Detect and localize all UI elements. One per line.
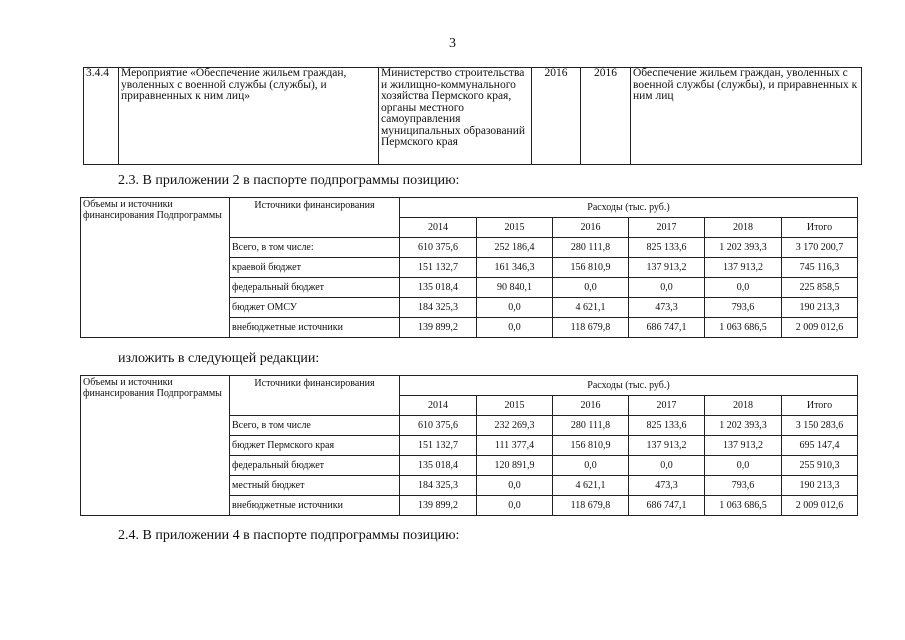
finance-desc: Объемы и источники финансирования Подпрограммы: [81, 198, 230, 338]
cell-value: 161 346,3: [477, 258, 553, 278]
year-header: 2018: [705, 396, 782, 416]
measure-number: 3.4.4: [84, 68, 119, 165]
cell-value: 0,0: [629, 278, 705, 298]
measure-name: Мероприятие «Обеспечение жильем граждан, уволенных с военной службы (службы), и приравненных к ним лиц»: [119, 68, 379, 165]
cell-value: 0,0: [705, 456, 782, 476]
cell-value: 118 679,8: [553, 318, 629, 338]
year-header: 2017: [629, 218, 705, 238]
cell-value: 156 810,9: [553, 436, 629, 456]
cell-value: 232 269,3: [477, 416, 553, 436]
row-label: бюджет Пермского края: [230, 436, 400, 456]
year-header: 2018: [705, 218, 782, 238]
cell-value: 225 858,5: [782, 278, 858, 298]
total-header: Итого: [782, 396, 858, 416]
paragraph-edit: изложить в следующей редакции:: [118, 351, 320, 366]
row-label: краевой бюджет: [230, 258, 400, 278]
expenses-header: Расходы (тыс. руб.): [400, 198, 858, 218]
row-label: федеральный бюджет: [230, 456, 400, 476]
cell-value: 610 375,6: [400, 238, 477, 258]
sources-header: Источники финансирования: [230, 376, 400, 416]
cell-value: 137 913,2: [705, 436, 782, 456]
measure-table: [83, 67, 862, 165]
row-label: местный бюджет: [230, 476, 400, 496]
cell-value: 137 913,2: [629, 258, 705, 278]
paragraph-2-4: 2.4. В приложении 4 в паспорте подпрограммы позицию:: [118, 528, 460, 543]
cell-value: 473,3: [629, 476, 705, 496]
cell-value: 137 913,2: [705, 258, 782, 278]
year-header: 2017: [629, 396, 705, 416]
measure-end-year: 2016: [581, 68, 631, 165]
cell-value: 4 621,1: [553, 476, 629, 496]
row-label: Всего, в том числе:: [230, 238, 400, 258]
cell-value: 0,0: [477, 298, 553, 318]
cell-value: 3 150 283,6: [782, 416, 858, 436]
cell-value: 184 325,3: [400, 298, 477, 318]
cell-value: 1 202 393,3: [705, 238, 782, 258]
cell-value: 135 018,4: [400, 456, 477, 476]
cell-value: 252 186,4: [477, 238, 553, 258]
page-number: 3: [449, 36, 456, 51]
cell-value: 0,0: [477, 318, 553, 338]
cell-value: 0,0: [705, 278, 782, 298]
cell-value: 793,6: [705, 476, 782, 496]
cell-value: 190 213,3: [782, 476, 858, 496]
cell-value: 90 840,1: [477, 278, 553, 298]
cell-value: 190 213,3: [782, 298, 858, 318]
measure-result: Обеспечение жильем граждан, уволенных с военной службы (службы), и приравненных к ним лиц: [631, 68, 862, 165]
cell-value: 156 810,9: [553, 258, 629, 278]
cell-value: 610 375,6: [400, 416, 477, 436]
cell-value: 0,0: [553, 456, 629, 476]
finance-desc: Объемы и источники финансирования Подпрограммы: [81, 376, 230, 516]
sources-header: Источники финансирования: [230, 198, 400, 238]
cell-value: 151 132,7: [400, 436, 477, 456]
cell-value: 825 133,6: [629, 416, 705, 436]
year-header: 2016: [553, 218, 629, 238]
row-label: внебюджетные источники: [230, 318, 400, 338]
cell-value: 2 009 012,6: [782, 318, 858, 338]
row-label: бюджет ОМСУ: [230, 298, 400, 318]
finance-table-new: [80, 375, 858, 516]
row-label: Всего, в том числе: [230, 416, 400, 436]
expenses-header: Расходы (тыс. руб.): [400, 376, 858, 396]
year-header: 2014: [400, 396, 477, 416]
cell-value: 2 009 012,6: [782, 496, 858, 516]
cell-value: 1 063 686,5: [705, 496, 782, 516]
cell-value: 3 170 200,7: [782, 238, 858, 258]
cell-value: 139 899,2: [400, 496, 477, 516]
finance-table-old: [80, 197, 858, 338]
cell-value: 1 063 686,5: [705, 318, 782, 338]
cell-value: 793,6: [705, 298, 782, 318]
cell-value: 745 116,3: [782, 258, 858, 278]
cell-value: 280 111,8: [553, 238, 629, 258]
cell-value: 120 891,9: [477, 456, 553, 476]
cell-value: 135 018,4: [400, 278, 477, 298]
cell-value: 473,3: [629, 298, 705, 318]
cell-value: 137 913,2: [629, 436, 705, 456]
cell-value: 4 621,1: [553, 298, 629, 318]
cell-value: 184 325,3: [400, 476, 477, 496]
cell-value: 118 679,8: [553, 496, 629, 516]
total-header: Итого: [782, 218, 858, 238]
cell-value: 151 132,7: [400, 258, 477, 278]
cell-value: 825 133,6: [629, 238, 705, 258]
cell-value: 111 377,4: [477, 436, 553, 456]
cell-value: 255 910,3: [782, 456, 858, 476]
paragraph-2-3: 2.3. В приложении 2 в паспорте подпрограммы позицию:: [118, 173, 460, 188]
cell-value: 0,0: [553, 278, 629, 298]
year-header: 2015: [477, 218, 553, 238]
row-label: федеральный бюджет: [230, 278, 400, 298]
year-header: 2014: [400, 218, 477, 238]
measure-executor: Министерство строительства и жилищно-коммунального хозяйства Пермского края, органы местного самоуправления муниципальных образований Пермского края: [379, 68, 532, 165]
measure-start-year: 2016: [532, 68, 581, 165]
year-header: 2015: [477, 396, 553, 416]
cell-value: 686 747,1: [629, 496, 705, 516]
measure-row: [84, 68, 862, 165]
cell-value: 280 111,8: [553, 416, 629, 436]
cell-value: 1 202 393,3: [705, 416, 782, 436]
year-header: 2016: [553, 396, 629, 416]
cell-value: 686 747,1: [629, 318, 705, 338]
cell-value: 0,0: [477, 496, 553, 516]
cell-value: 695 147,4: [782, 436, 858, 456]
cell-value: 139 899,2: [400, 318, 477, 338]
cell-value: 0,0: [477, 476, 553, 496]
cell-value: 0,0: [629, 456, 705, 476]
row-label: внебюджетные источники: [230, 496, 400, 516]
